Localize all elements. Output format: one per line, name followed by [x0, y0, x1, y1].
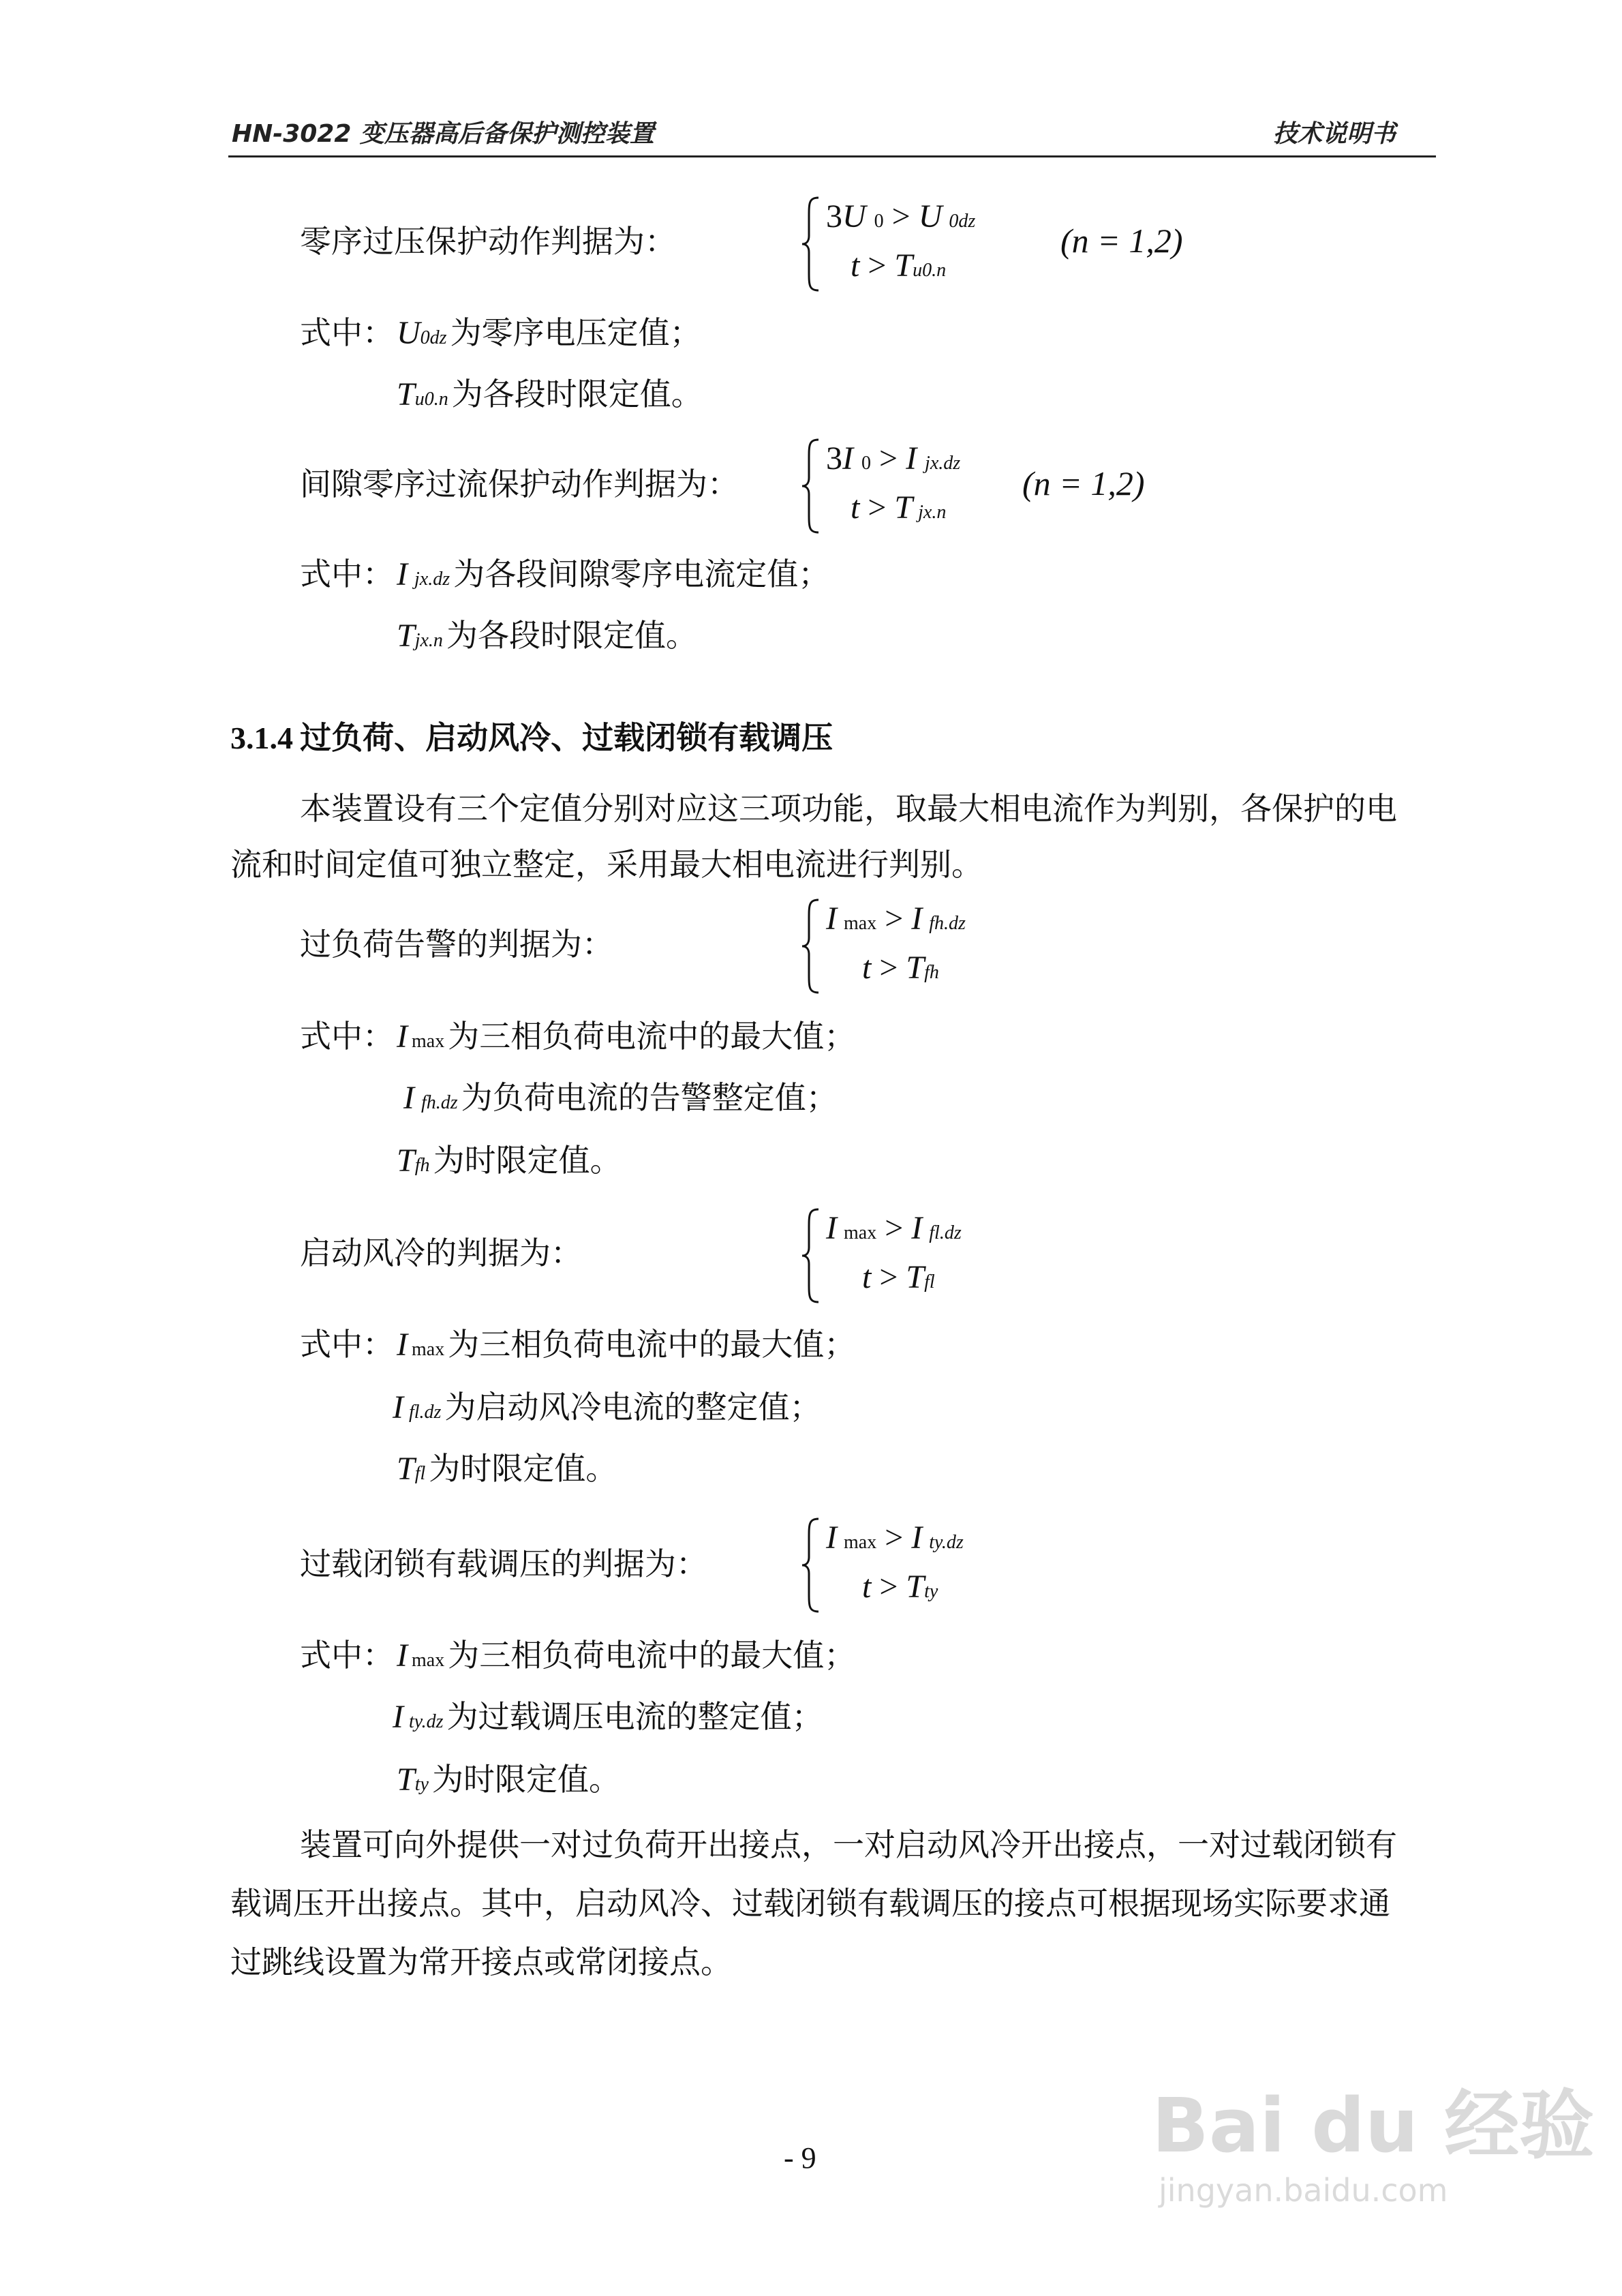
zero-seq-ov-label: 零序过压保护动作判据为： [300, 223, 676, 260]
definition-tu0n: Tu0.n 为各段时限定值。 [397, 376, 703, 412]
definition-itydz: Ity.dz 为过载调压电流的整定值； [393, 1698, 823, 1735]
overload-alarm-eq1: Imax > I fh.dz [826, 901, 966, 937]
gap-zero-seq-oc-label: 间隙零序过流保护动作判据为： [300, 466, 739, 502]
where-label: 式中： [300, 1018, 394, 1055]
definition-imax: Imax 为三相负荷电流中的最大值； [397, 1326, 856, 1363]
equation-brace [801, 898, 820, 994]
fan-cooling-eq1: Imax > I fl.dz [826, 1210, 962, 1246]
paragraph-line: 流和时间定值可独立整定，采用最大相电流进行判别。 [230, 846, 983, 883]
header-rule [228, 155, 1436, 157]
paragraph-line: 过跳线设置为常开接点或常闭接点。 [230, 1944, 732, 1980]
where-label: 式中： [300, 1326, 394, 1363]
equation-brace [801, 1208, 820, 1303]
definition-u0dz: U0dz 为零序电压定值； [397, 314, 701, 351]
zero-seq-ov-eq2: t > Tu0.n [851, 247, 947, 284]
definition-imax: Imax 为三相负荷电流中的最大值； [397, 1018, 856, 1055]
equation-brace [801, 1517, 820, 1613]
baidu-jingyan-watermark-url: jingyan.baidu.com [1159, 2172, 1448, 2209]
header-doc-type: 技术说明书 [1273, 120, 1396, 148]
definition-ifhdz: Ifh.dz 为负荷电流的告警整定值； [403, 1079, 838, 1116]
fan-cooling-label: 启动风冷的判据为： [300, 1235, 582, 1271]
fan-cooling-eq2: t > Tfl [862, 1259, 935, 1295]
where-label: 式中： [300, 556, 394, 592]
overload-alarm-eq2: t > Tfh [862, 950, 939, 986]
page-number: - 9 [784, 2141, 816, 2175]
equation-brace [801, 196, 820, 292]
definition-tfh: Tfh 为时限定值。 [397, 1142, 622, 1179]
overload-block-label: 过载闭锁有载调压的判据为： [300, 1545, 707, 1582]
definition-tjxn: Tjx.n 为各段时限定值。 [397, 617, 698, 654]
zero-seq-ov-eq1: 3U 0 > U 0dz [826, 198, 976, 235]
definition-ifldz: Ifl.dz 为启动风冷电流的整定值； [393, 1389, 821, 1425]
equation-brace [801, 438, 820, 534]
paragraph-line: 本装置设有三个定值分别对应这三项功能，取最大相电流作为判别，各保护的电 [300, 790, 1397, 827]
baidu-jingyan-watermark-logo: Bai du 经验 [1152, 2082, 1595, 2169]
definition-ijxdz: Ijx.dz 为各段间隙零序电流定值； [397, 556, 830, 592]
paragraph-line: 载调压开出接点。其中，启动风冷、过载闭锁有载调压的接点可根据现场实际要求通 [230, 1885, 1390, 1922]
overload-block-eq2: t > Tty [862, 1569, 938, 1605]
header-doc-title: HN-3022 变压器高后备保护测控装置 [232, 120, 654, 148]
gap-zero-seq-oc-condition: (n = 1,2) [1022, 464, 1145, 502]
overload-block-eq1: Imax > I ty.dz [826, 1520, 964, 1556]
definition-imax: Imax 为三相负荷电流中的最大值； [397, 1637, 856, 1674]
gap-zero-seq-oc-eq2: t > T jx.n [851, 489, 947, 526]
gap-zero-seq-oc-eq1: 3I 0 > I jx.dz [826, 440, 961, 477]
overload-alarm-label: 过负荷告警的判据为： [300, 926, 613, 963]
definition-tfl: Tfl 为时限定值。 [397, 1450, 617, 1487]
definition-tty: Tty 为时限定值。 [397, 1761, 621, 1798]
where-label: 式中： [300, 1637, 394, 1674]
zero-seq-ov-condition: (n = 1,2) [1060, 222, 1183, 260]
paragraph-line: 装置可向外提供一对过负荷开出接点，一对启动风冷开出接点，一对过载闭锁有 [300, 1826, 1397, 1863]
where-label: 式中： [300, 314, 394, 351]
section-heading: 3.1.4 过负荷、启动风冷、过载闭锁有载调压 [230, 719, 833, 756]
